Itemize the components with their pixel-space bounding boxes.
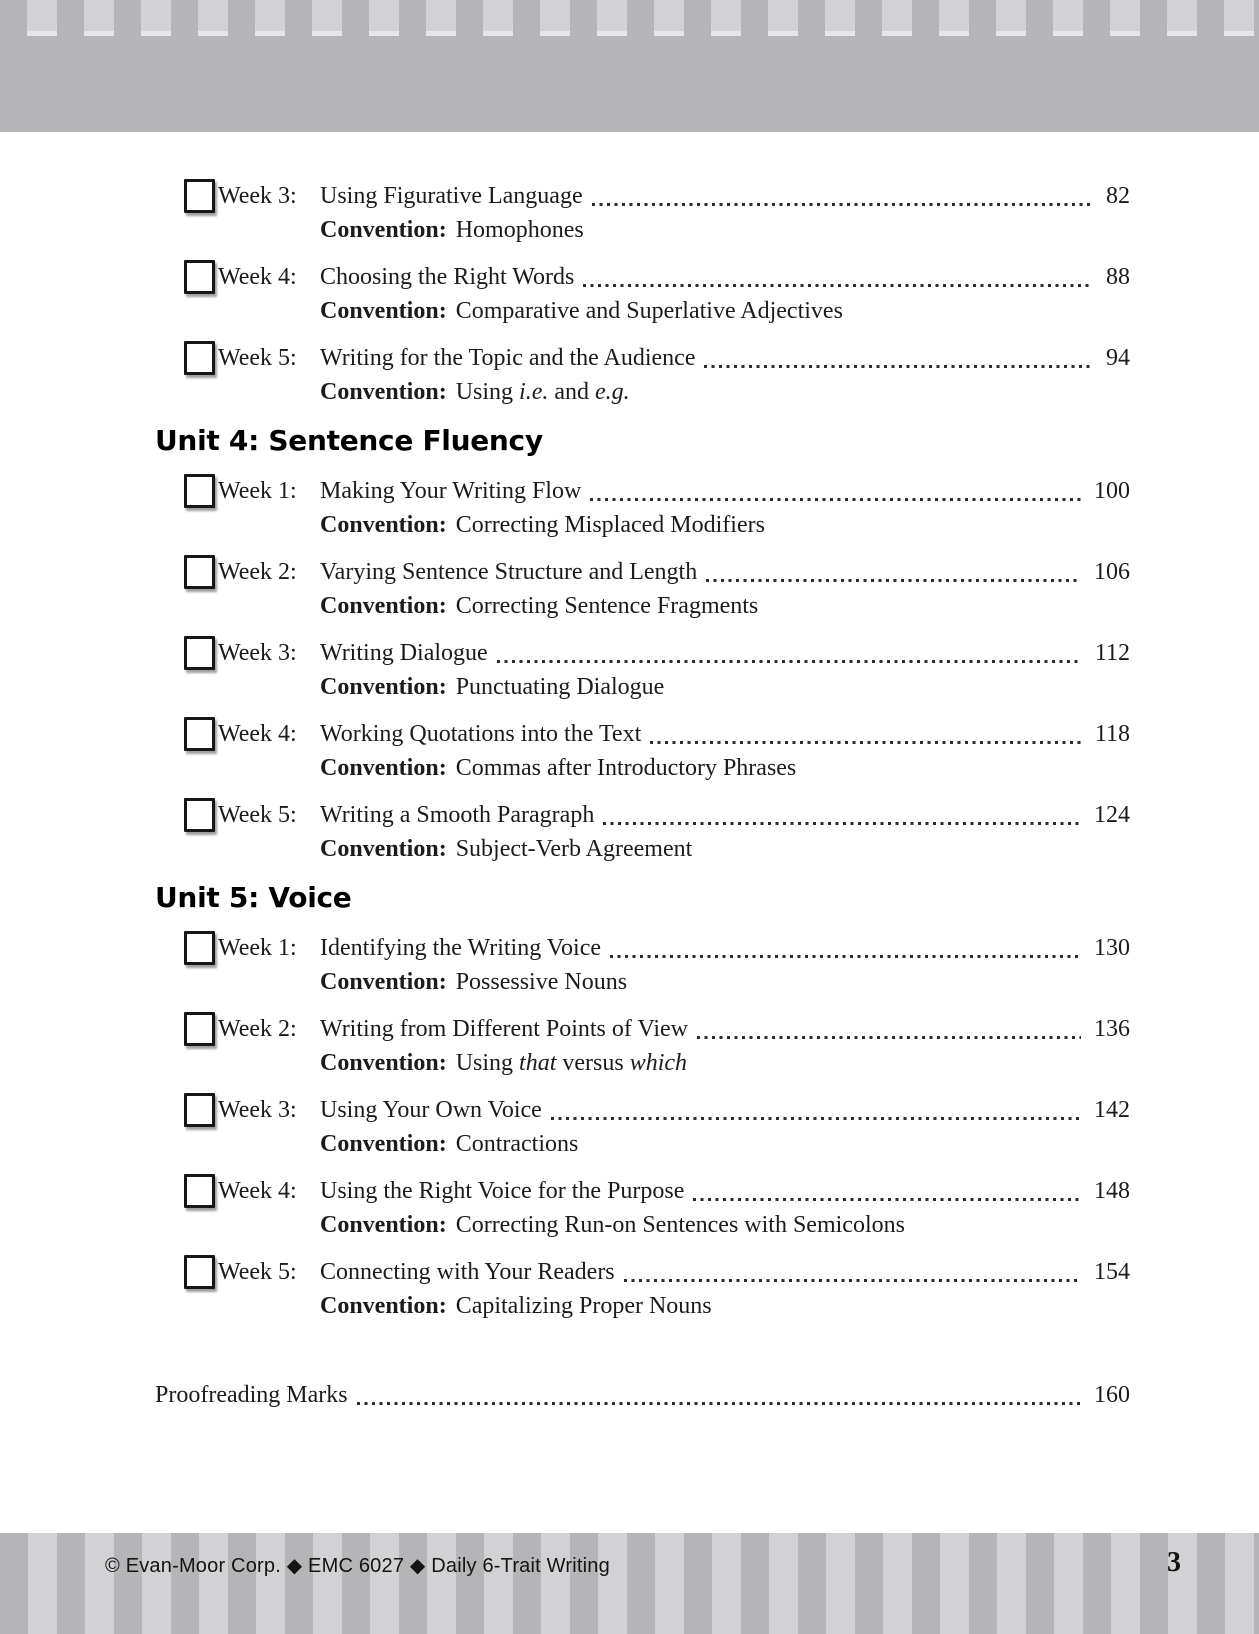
- entry-page-number: 112: [1094, 640, 1130, 666]
- convention-label: Convention:: [320, 1212, 447, 1238]
- dot-leader: [697, 1036, 1081, 1039]
- convention-label: Convention:: [320, 674, 447, 700]
- convention-label: Convention:: [320, 379, 447, 405]
- footer-copyright: © Evan-Moor Corp. ◆ EMC 6027 ◆ Daily 6-Trait Writing: [105, 1555, 610, 1577]
- toc-entry: [155, 1094, 1130, 1161]
- dot-leader: [650, 741, 1082, 744]
- week-checkbox[interactable]: [184, 1012, 215, 1046]
- convention-label: Convention:: [320, 1050, 447, 1076]
- convention-text: Capitalizing Proper Nouns: [455, 1293, 712, 1319]
- week-label: Week 4:: [218, 264, 297, 290]
- toc-entry: [155, 180, 1130, 247]
- entry-page-number: 94: [1106, 345, 1130, 371]
- unit-heading: Unit 4: Sentence Fluency: [155, 424, 543, 457]
- convention-line: [155, 1128, 1130, 1161]
- week-label: Week 3:: [218, 183, 297, 209]
- toc-entry-title-line: [155, 799, 1130, 832]
- convention-line: [155, 590, 1130, 623]
- decorative-footer-band: [0, 1533, 1259, 1634]
- entry-title: Writing Dialogue: [320, 640, 488, 666]
- week-checkbox[interactable]: [184, 1174, 215, 1208]
- toc-entry: [155, 718, 1130, 785]
- toc-entry: [155, 342, 1130, 409]
- week-label: Week 2:: [218, 559, 297, 585]
- entry-page-number: 82: [1106, 183, 1130, 209]
- convention-label: Convention:: [320, 1131, 447, 1157]
- entry-title: Writing from Different Points of View: [320, 1016, 688, 1042]
- convention-label: Convention:: [320, 217, 447, 243]
- toc-entry: [155, 1256, 1130, 1323]
- convention-label: Convention:: [320, 593, 447, 619]
- toc-entry-title-line: [155, 261, 1130, 294]
- entry-title: Proofreading Marks: [155, 1382, 348, 1408]
- entry-title: Connecting with Your Readers: [320, 1259, 615, 1285]
- convention-line: [155, 671, 1130, 704]
- convention-line: [155, 752, 1130, 785]
- toc-entry: [155, 1379, 1130, 1412]
- toc-entry: [155, 1013, 1130, 1080]
- entry-page-number: 142: [1094, 1097, 1130, 1123]
- convention-text: Correcting Sentence Fragments: [455, 593, 759, 619]
- entry-page-number: 154: [1094, 1259, 1130, 1285]
- toc-entry-title-line: [155, 1094, 1130, 1127]
- convention-line: [155, 295, 1130, 328]
- convention-label: Convention:: [320, 512, 447, 538]
- dot-leader: [590, 498, 1081, 501]
- week-label: Week 1:: [218, 478, 297, 504]
- convention-line: [155, 1209, 1130, 1242]
- entry-title: Using Your Own Voice: [320, 1097, 542, 1123]
- dot-leader: [624, 1279, 1081, 1282]
- toc-entry: [155, 932, 1130, 999]
- week-checkbox[interactable]: [184, 636, 215, 670]
- week-label: Week 3:: [218, 640, 297, 666]
- dot-leader: [706, 579, 1081, 582]
- entry-title: Using the Right Voice for the Purpose: [320, 1178, 685, 1204]
- convention-text: Commas after Introductory Phrases: [455, 755, 797, 781]
- dot-leader: [603, 822, 1081, 825]
- convention-label: Convention:: [320, 969, 447, 995]
- week-checkbox[interactable]: [184, 1255, 215, 1289]
- convention-text: Using that versus which: [455, 1050, 688, 1076]
- toc-entry-title-line: [155, 1013, 1130, 1046]
- dot-leader: [693, 1198, 1081, 1201]
- unit-heading: Unit 5: Voice: [155, 881, 352, 914]
- convention-line: [155, 966, 1130, 999]
- week-label: Week 2:: [218, 1016, 297, 1042]
- dot-leader: [497, 660, 1082, 663]
- convention-text: Contractions: [455, 1131, 579, 1157]
- week-checkbox[interactable]: [184, 1093, 215, 1127]
- dot-leader: [357, 1402, 1081, 1405]
- toc-entry-title-line: [155, 475, 1130, 508]
- entry-page-number: 136: [1094, 1016, 1130, 1042]
- convention-line: [155, 1047, 1130, 1080]
- convention-text: Punctuating Dialogue: [455, 674, 665, 700]
- entry-title: Using Figurative Language: [320, 183, 583, 209]
- week-checkbox[interactable]: [184, 179, 215, 213]
- table-of-contents: [155, 132, 1130, 1426]
- toc-entry: [155, 1175, 1130, 1242]
- convention-text: Possessive Nouns: [455, 969, 628, 995]
- entry-title: Identifying the Writing Voice: [320, 935, 601, 961]
- decorative-top-band: [0, 0, 1259, 132]
- dot-leader: [592, 203, 1093, 206]
- week-label: Week 1:: [218, 935, 297, 961]
- toc-entry: [155, 261, 1130, 328]
- convention-line: [155, 376, 1130, 409]
- toc-entry-title-line: [155, 1175, 1130, 1208]
- toc-entry: [155, 799, 1130, 866]
- toc-entry: [155, 475, 1130, 542]
- week-checkbox[interactable]: [184, 555, 215, 589]
- entry-title: Writing a Smooth Paragraph: [320, 802, 595, 828]
- week-checkbox[interactable]: [184, 341, 215, 375]
- entry-page-number: 148: [1094, 1178, 1130, 1204]
- dot-leader: [583, 284, 1093, 287]
- convention-line: [155, 833, 1130, 866]
- convention-text: Using i.e. and e.g.: [455, 379, 630, 405]
- week-checkbox[interactable]: [184, 931, 215, 965]
- convention-text: Correcting Run-on Sentences with Semicolons: [455, 1212, 905, 1238]
- entry-title: Varying Sentence Structure and Length: [320, 559, 698, 585]
- week-checkbox[interactable]: [184, 260, 215, 294]
- week-label: Week 5:: [218, 1259, 297, 1285]
- week-label: Week 4:: [218, 721, 297, 747]
- dot-leader: [704, 365, 1093, 368]
- convention-line: [155, 1290, 1130, 1323]
- entry-page-number: 88: [1106, 264, 1130, 290]
- entry-title: Writing for the Topic and the Audience: [320, 345, 696, 371]
- entry-page-number: 118: [1094, 721, 1130, 747]
- entry-title: Working Quotations into the Text: [320, 721, 642, 747]
- convention-text: Correcting Misplaced Modifiers: [455, 512, 765, 538]
- toc-entry-title-line: [155, 637, 1130, 670]
- footer-page-number: 3: [1167, 1547, 1181, 1578]
- toc-entry-title-line: [155, 556, 1130, 589]
- convention-text: Subject-Verb Agreement: [455, 836, 693, 862]
- week-label: Week 5:: [218, 802, 297, 828]
- week-label: Week 5:: [218, 345, 297, 371]
- convention-line: [155, 214, 1130, 247]
- week-label: Week 4:: [218, 1178, 297, 1204]
- dot-leader: [551, 1117, 1081, 1120]
- entry-page-number: 124: [1094, 802, 1130, 828]
- dot-leader: [610, 955, 1081, 958]
- week-checkbox[interactable]: [184, 717, 215, 751]
- week-checkbox[interactable]: [184, 474, 215, 508]
- toc-entry-title-line: [155, 932, 1130, 965]
- convention-label: Convention:: [320, 755, 447, 781]
- toc-entry-title-line: [155, 180, 1130, 213]
- toc-entry-title-line: [155, 718, 1130, 751]
- convention-label: Convention:: [320, 1293, 447, 1319]
- toc-entry-title-line: [155, 1256, 1130, 1289]
- entry-page-number: 160: [1094, 1382, 1130, 1408]
- entry-page-number: 106: [1094, 559, 1130, 585]
- toc-entry: [155, 556, 1130, 623]
- convention-text: Homophones: [455, 217, 584, 243]
- convention-label: Convention:: [320, 298, 447, 324]
- toc-entry-title-line: [155, 342, 1130, 375]
- convention-text: Comparative and Superlative Adjectives: [455, 298, 843, 324]
- week-checkbox[interactable]: [184, 798, 215, 832]
- convention-line: [155, 509, 1130, 542]
- entry-page-number: 130: [1094, 935, 1130, 961]
- entry-title: Choosing the Right Words: [320, 264, 575, 290]
- entry-page-number: 100: [1094, 478, 1130, 504]
- entry-title: Making Your Writing Flow: [320, 478, 582, 504]
- toc-entry-title-line: [155, 1379, 1130, 1412]
- convention-label: Convention:: [320, 836, 447, 862]
- toc-entry: [155, 637, 1130, 704]
- week-label: Week 3:: [218, 1097, 297, 1123]
